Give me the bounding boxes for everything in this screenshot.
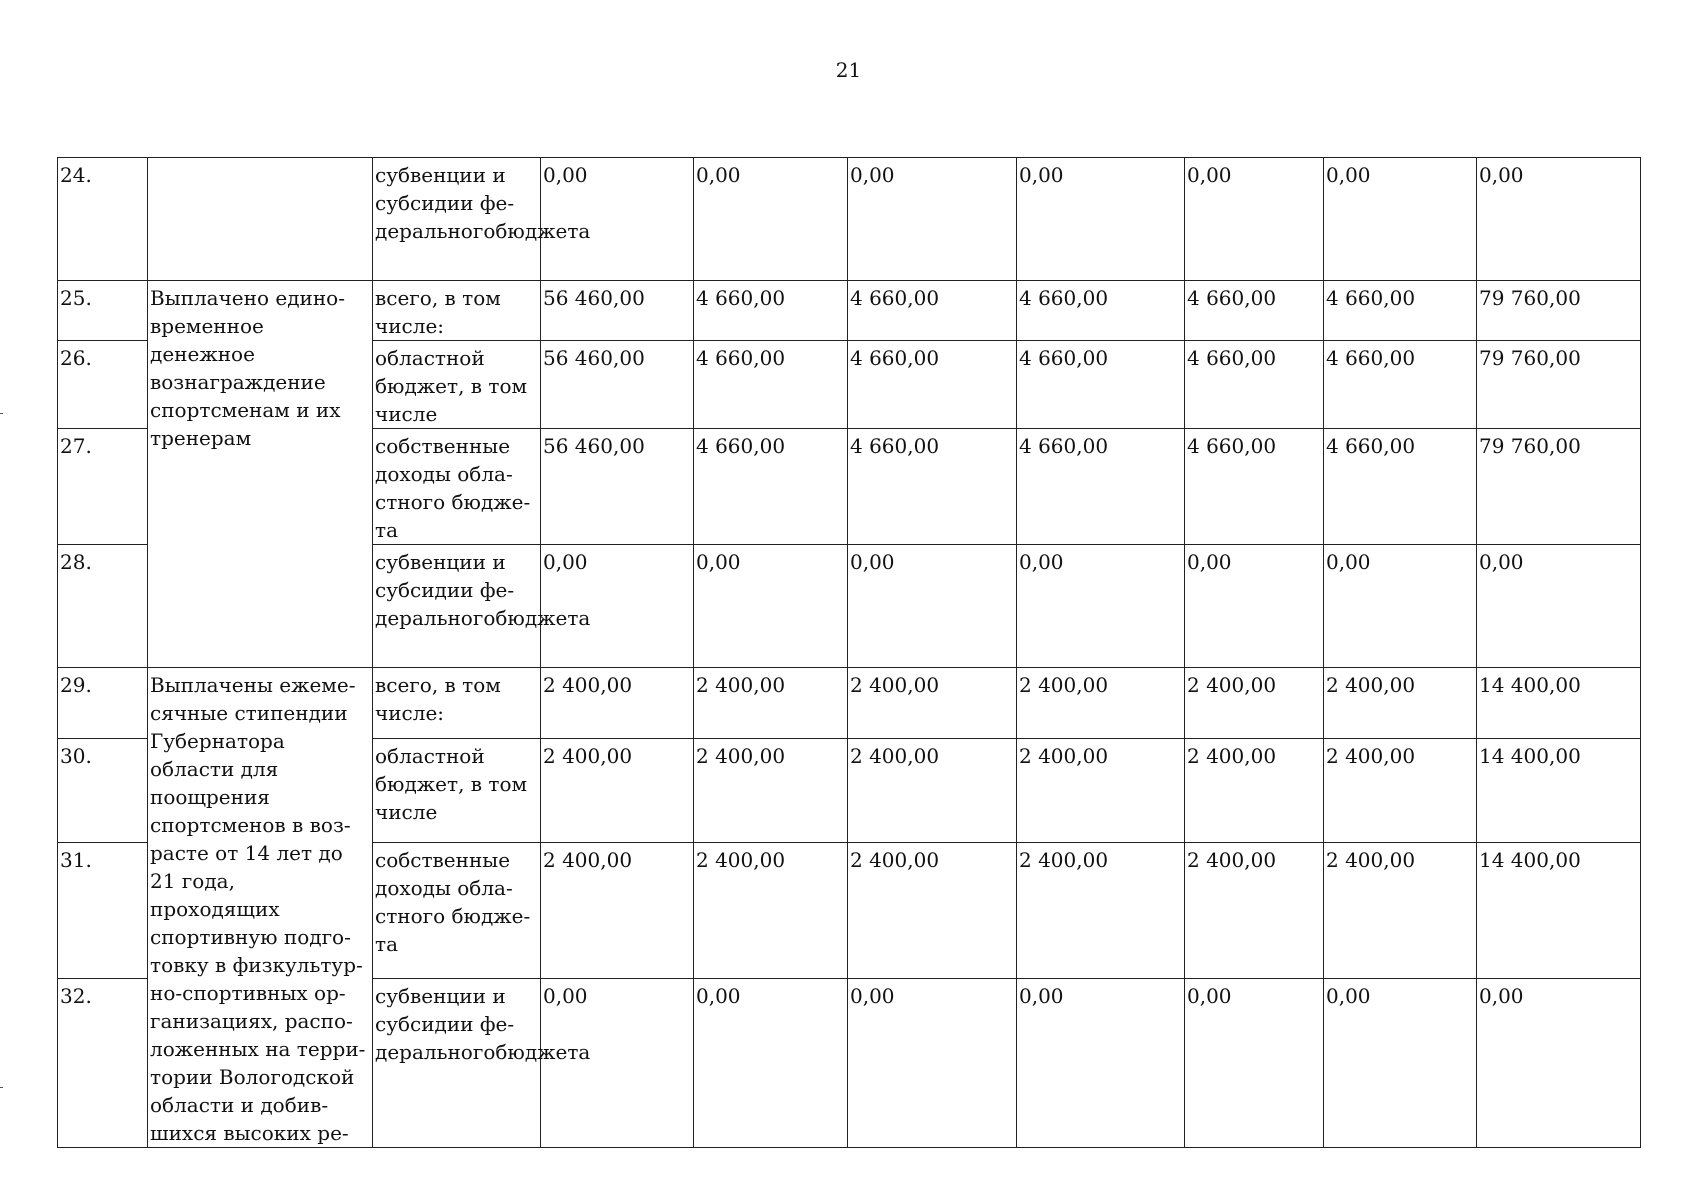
total-value: 0,00 bbox=[1477, 979, 1641, 1148]
year-value: 0,00 bbox=[1017, 158, 1185, 281]
year-value: 2 400,00 bbox=[694, 842, 848, 979]
budget-source: субвенции и субсидии фе-деральногобюджета bbox=[373, 545, 541, 668]
year-value: 2 400,00 bbox=[541, 842, 694, 979]
year-value: 2 400,00 bbox=[541, 668, 694, 739]
scan-mark bbox=[0, 1087, 3, 1088]
year-value: 2 400,00 bbox=[1017, 738, 1185, 842]
row-number: 29. bbox=[58, 668, 148, 739]
year-value: 0,00 bbox=[1017, 545, 1185, 668]
year-value: 4 660,00 bbox=[1324, 281, 1477, 341]
year-value: 4 660,00 bbox=[1017, 341, 1185, 429]
row-number: 30. bbox=[58, 738, 148, 842]
row-number: 25. bbox=[58, 281, 148, 341]
row-number: 27. bbox=[58, 429, 148, 545]
year-value: 2 400,00 bbox=[848, 842, 1017, 979]
budget-source: всего, в том числе: bbox=[373, 668, 541, 739]
year-value: 4 660,00 bbox=[848, 281, 1017, 341]
year-value: 56 460,00 bbox=[541, 341, 694, 429]
year-value: 0,00 bbox=[541, 979, 694, 1148]
year-value: 4 660,00 bbox=[1324, 341, 1477, 429]
year-value: 0,00 bbox=[694, 979, 848, 1148]
description-cell: Выплачены ежеме-сячные стипендии Губернатора области для поощрения спортсменов в воз-расте от 14 лет до 21 года, проходящих спортивную подго-товку в физкультур-но-спортивных ор-ганизациях, распо-ложенных на терри-тории Вологодской области и добив-шихся высоких ре- bbox=[148, 668, 373, 1148]
year-value: 2 400,00 bbox=[848, 738, 1017, 842]
row-number: 32. bbox=[58, 979, 148, 1148]
year-value: 2 400,00 bbox=[1324, 842, 1477, 979]
budget-source: субвенции и субсидии фе-деральногобюджета bbox=[373, 979, 541, 1148]
total-value: 14 400,00 bbox=[1477, 668, 1641, 739]
year-value: 0,00 bbox=[848, 979, 1017, 1148]
year-value: 56 460,00 bbox=[541, 281, 694, 341]
row-number: 28. bbox=[58, 545, 148, 668]
year-value: 4 660,00 bbox=[1324, 429, 1477, 545]
year-value: 4 660,00 bbox=[1017, 429, 1185, 545]
year-value: 0,00 bbox=[1324, 545, 1477, 668]
year-value: 4 660,00 bbox=[848, 429, 1017, 545]
description-cell: Выплачено едино-временное денежное вознаграждение спортсменам и их тренерам bbox=[148, 281, 373, 668]
year-value: 2 400,00 bbox=[1185, 738, 1324, 842]
year-value: 2 400,00 bbox=[1324, 668, 1477, 739]
year-value: 4 660,00 bbox=[694, 429, 848, 545]
row-number: 31. bbox=[58, 842, 148, 979]
year-value: 2 400,00 bbox=[694, 738, 848, 842]
table-row bbox=[58, 668, 1641, 739]
year-value: 4 660,00 bbox=[848, 341, 1017, 429]
year-value: 0,00 bbox=[694, 158, 848, 281]
year-value: 2 400,00 bbox=[694, 668, 848, 739]
year-value: 0,00 bbox=[1324, 158, 1477, 281]
year-value: 4 660,00 bbox=[694, 341, 848, 429]
year-value: 4 660,00 bbox=[1185, 429, 1324, 545]
year-value: 4 660,00 bbox=[1185, 281, 1324, 341]
year-value: 4 660,00 bbox=[694, 281, 848, 341]
year-value: 2 400,00 bbox=[1324, 738, 1477, 842]
year-value: 2 400,00 bbox=[1017, 842, 1185, 979]
budget-table bbox=[57, 157, 1641, 1148]
budget-source: всего, в том числе: bbox=[373, 281, 541, 341]
row-number: 24. bbox=[58, 158, 148, 281]
year-value: 2 400,00 bbox=[541, 738, 694, 842]
description-cell bbox=[148, 158, 373, 281]
year-value: 2 400,00 bbox=[1185, 668, 1324, 739]
table-row bbox=[58, 158, 1641, 281]
total-value: 14 400,00 bbox=[1477, 842, 1641, 979]
budget-source: субвенции и субсидии фе-деральногобюджета bbox=[373, 158, 541, 281]
year-value: 0,00 bbox=[694, 545, 848, 668]
total-value: 79 760,00 bbox=[1477, 281, 1641, 341]
table-row bbox=[58, 281, 1641, 341]
budget-source: собственные доходы обла-стного бюдже-та bbox=[373, 429, 541, 545]
total-value: 0,00 bbox=[1477, 545, 1641, 668]
row-number: 26. bbox=[58, 341, 148, 429]
year-value: 0,00 bbox=[848, 158, 1017, 281]
budget-source: собственные доходы обла-стного бюдже-та bbox=[373, 842, 541, 979]
budget-source: областной бюджет, в том числе bbox=[373, 341, 541, 429]
year-value: 2 400,00 bbox=[1017, 668, 1185, 739]
year-value: 2 400,00 bbox=[1185, 842, 1324, 979]
year-value: 0,00 bbox=[1017, 979, 1185, 1148]
year-value: 0,00 bbox=[541, 158, 694, 281]
year-value: 0,00 bbox=[1185, 158, 1324, 281]
total-value: 79 760,00 bbox=[1477, 341, 1641, 429]
year-value: 0,00 bbox=[1185, 979, 1324, 1148]
total-value: 14 400,00 bbox=[1477, 738, 1641, 842]
year-value: 2 400,00 bbox=[848, 668, 1017, 739]
year-value: 0,00 bbox=[541, 545, 694, 668]
year-value: 0,00 bbox=[1324, 979, 1477, 1148]
year-value: 0,00 bbox=[1185, 545, 1324, 668]
year-value: 0,00 bbox=[848, 545, 1017, 668]
budget-source: областной бюджет, в том числе bbox=[373, 738, 541, 842]
year-value: 56 460,00 bbox=[541, 429, 694, 545]
year-value: 4 660,00 bbox=[1185, 341, 1324, 429]
total-value: 79 760,00 bbox=[1477, 429, 1641, 545]
page-number: 21 bbox=[835, 58, 862, 82]
scan-mark bbox=[0, 413, 3, 414]
total-value: 0,00 bbox=[1477, 158, 1641, 281]
year-value: 4 660,00 bbox=[1017, 281, 1185, 341]
